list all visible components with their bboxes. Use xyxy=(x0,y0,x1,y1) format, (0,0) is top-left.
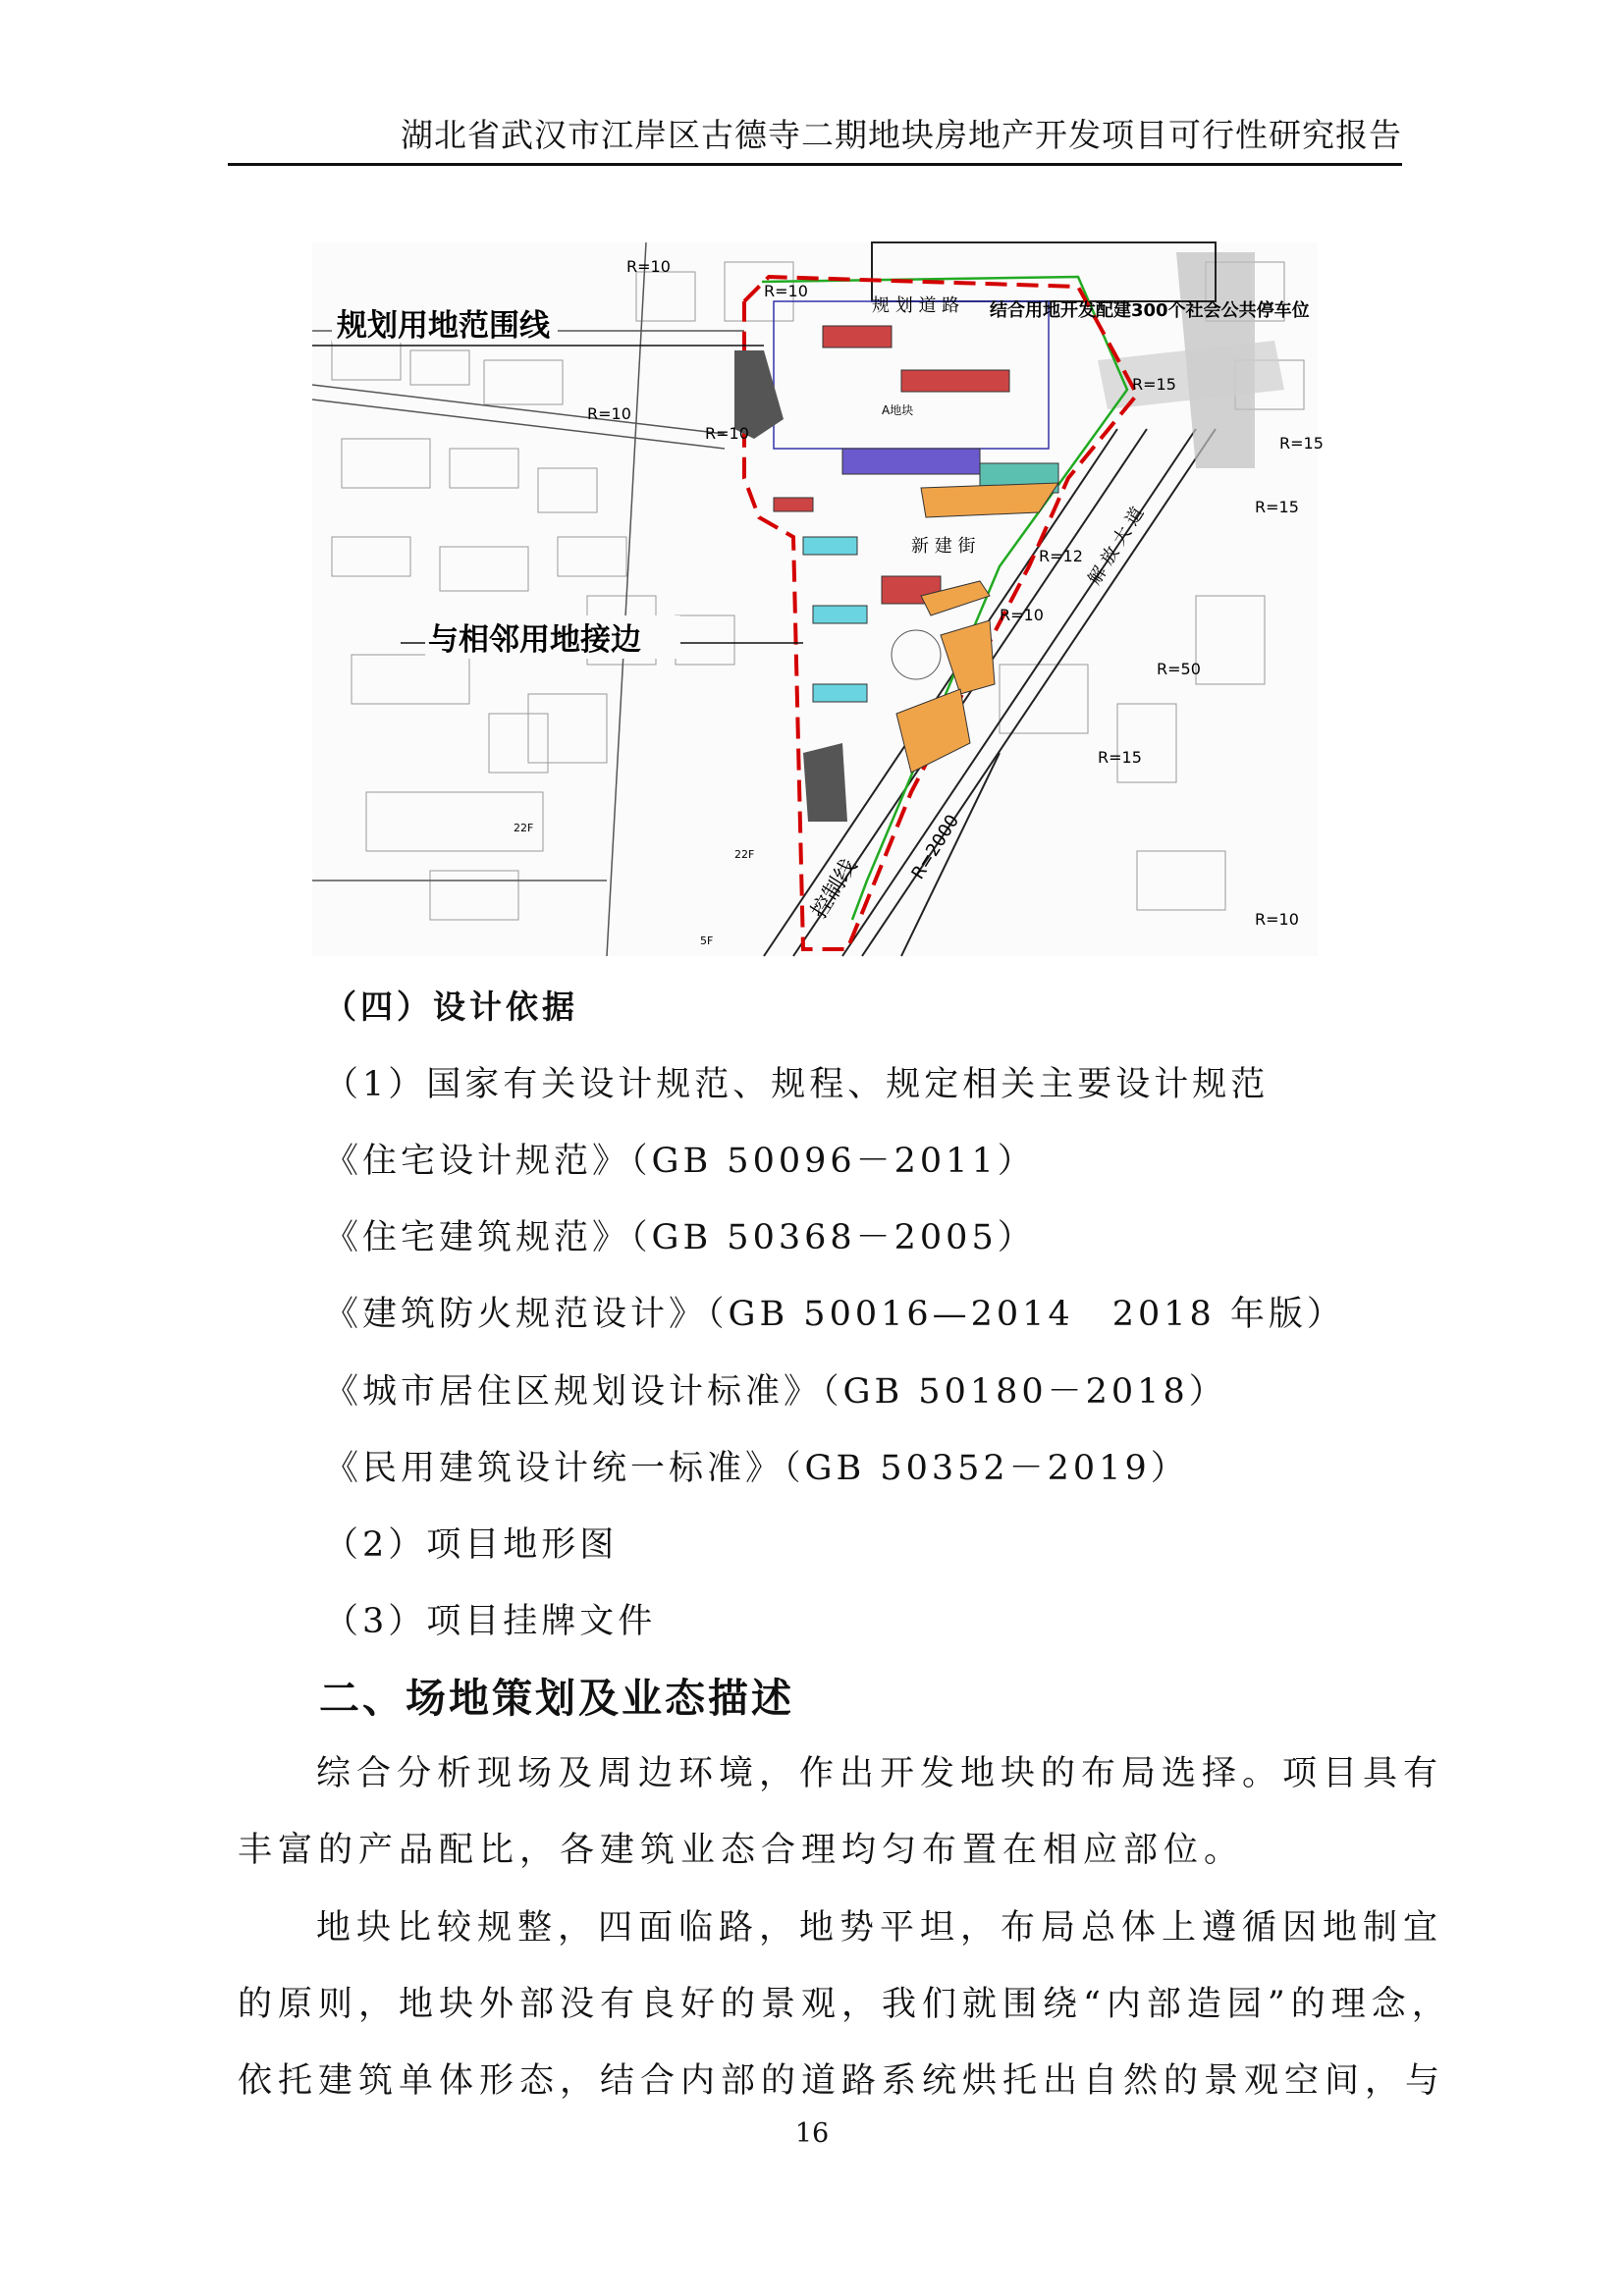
list-item: （3）项目挂牌文件 xyxy=(324,1602,657,1641)
label-plot-a: A地块 xyxy=(882,403,914,417)
radius-label: R=15 xyxy=(1279,434,1324,453)
radius-label: R=15 xyxy=(1132,375,1176,394)
radius-label: R=10 xyxy=(764,282,808,300)
paragraph-line: 的原则，地块外部没有良好的景观，我们就围绕“内部造园”的理念， xyxy=(238,1985,1452,2024)
paragraph-line: 综合分析现场及周边环境，作出开发地块的布局选择。项目具有 xyxy=(316,1754,1444,1793)
paragraph-line: 依托建筑单体形态，结合内部的道路系统烘托出自然的景观空间，与 xyxy=(238,2061,1446,2101)
label-planning-boundary: 规划用地范围线 xyxy=(337,308,550,344)
floor-label: 22F xyxy=(734,848,755,861)
label-planned-road: 规 划 道 路 xyxy=(872,295,960,316)
header-divider xyxy=(228,163,1402,166)
floor-label: 22F xyxy=(514,822,534,834)
list-item: 《民用建筑设计统一标准》（GB 50352－2019） xyxy=(324,1449,1189,1488)
list-item: 《住宅设计规范》（GB 50096－2011） xyxy=(324,1142,1036,1181)
radius-label: R=10 xyxy=(1000,606,1044,624)
list-item: 《建筑防火规范设计》（GB 50016—2014 2018 年版） xyxy=(324,1295,1345,1334)
paragraph-line: 地块比较规整，四面临路，地势平坦，布局总体上遵循因地制宜 xyxy=(316,1908,1444,1948)
section-heading-design-basis: （四）设计依据 xyxy=(324,988,578,1026)
radius-label: R=10 xyxy=(587,404,631,423)
radius-label: R=12 xyxy=(1039,547,1083,565)
label-parking-note: 结合用地开发配建300个社会公共停车位 xyxy=(990,300,1310,321)
radius-label: R=10 xyxy=(1255,910,1299,929)
radius-label: R=15 xyxy=(1255,498,1299,516)
list-item: （2）项目地形图 xyxy=(324,1525,619,1565)
label-avenue: 解 放 大 道 xyxy=(1084,503,1149,589)
page-number: 16 xyxy=(794,2118,830,2149)
running-header: 湖北省武汉市江岸区古德寺二期地块房地产开发项目可行性研究报告 xyxy=(401,116,1402,154)
radius-label: R=2000 xyxy=(907,811,964,883)
floor-label: 5F xyxy=(700,934,714,947)
list-item: 《城市居住区规划设计标准》（GB 50180－2018） xyxy=(324,1372,1227,1412)
label-adjacent-edge: 与相邻用地接边 xyxy=(428,622,641,658)
radius-label: R=10 xyxy=(626,257,671,276)
radius-label: R=10 xyxy=(705,424,749,443)
label-control-line: 控制线 xyxy=(806,854,863,924)
site-plan-map xyxy=(312,242,1324,956)
list-item: （1）国家有关设计规范、规程、规定相关主要设计规范 xyxy=(324,1065,1270,1104)
section-heading-site-planning: 二、场地策划及业态描述 xyxy=(319,1675,794,1722)
radius-label: R=15 xyxy=(1098,748,1142,767)
paragraph-line: 丰富的产品配比，各建筑业态合理均匀布置在相应部位。 xyxy=(238,1831,1245,1870)
list-item: 《住宅建筑规范》（GB 50368－2005） xyxy=(324,1218,1036,1257)
label-xinjian-street: 新 建 街 xyxy=(911,536,976,557)
radius-label: R=50 xyxy=(1157,660,1201,678)
